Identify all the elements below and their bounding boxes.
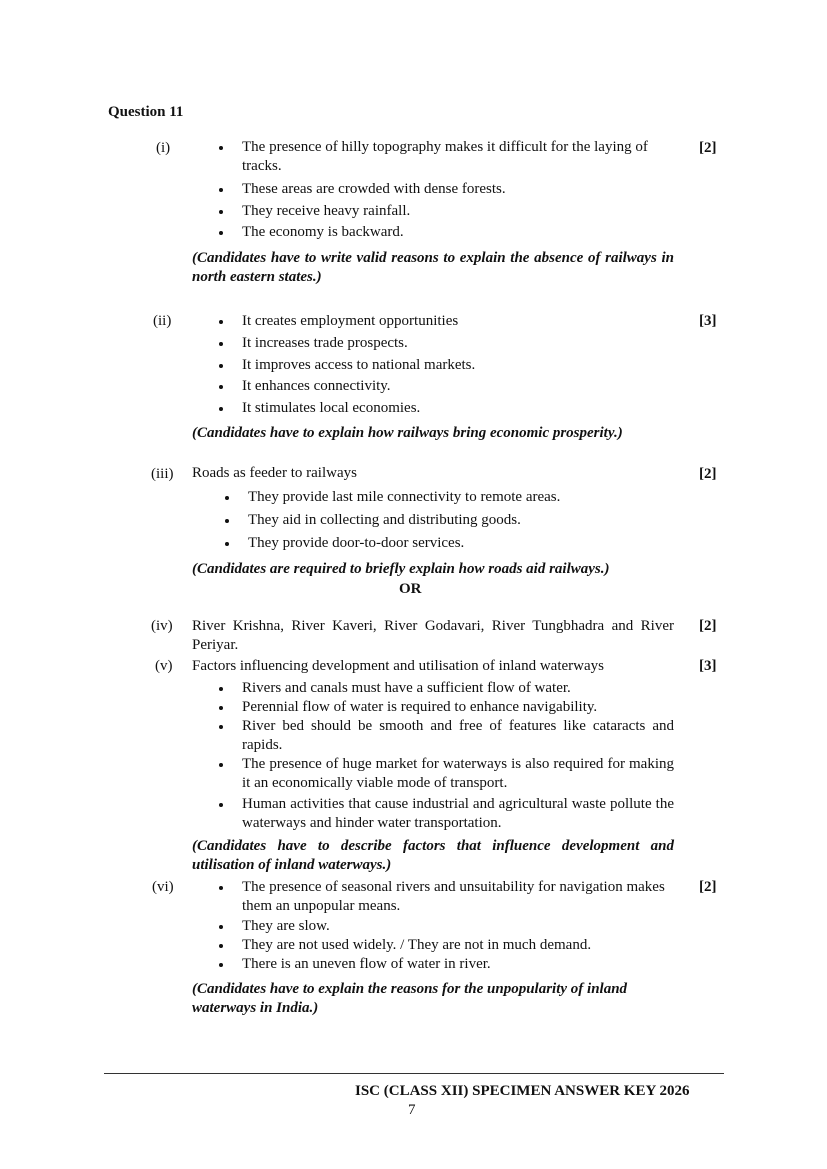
item-number-iii: (iii) [151,466,174,482]
bullet-ii-4: It enhances connectivity. [242,378,391,394]
bullet-ii-5: It stimulates local economies. [242,400,421,416]
bullet-i-1: The presence of hilly topography makes it difficult for the laying of tracks. [242,138,662,176]
bullet-v-5: Human activities that cause industrial and agricultural waste pollute the waterways and hinder water transportation. [242,796,674,831]
examiner-note-vi: (Candidates have to explain the reasons for the unpopularity of inland waterways in India.) [192,981,628,1016]
item-intro-v: Factors influencing development and utilisation of inland waterways [192,658,604,674]
bullet-i-3: They receive heavy rainfall. [242,203,411,219]
bullet-vi-1: The presence of seasonal rivers and unsuitability for navigation makes them an unpopular means. [242,878,682,916]
bullet-iii-1: They provide last mile connectivity to remote areas. [248,489,561,505]
item-number-iv: (iv) [151,618,173,634]
marks-iii: [2] [699,466,717,482]
marks-ii: [3] [699,313,717,329]
bullet-ii-1: It creates employment opportunities [242,313,459,329]
footer-title: ISC (CLASS XII) SPECIMEN ANSWER KEY 2026 [355,1083,690,1099]
item-number-vi: (vi) [152,879,174,895]
bullet-vi-2: They are slow. [242,918,330,934]
item-number-ii: (ii) [153,313,172,329]
bullet-iii-3: They provide door-to-door services. [248,535,465,551]
question-heading: Question 11 [108,104,184,120]
examiner-note-v: (Candidates have to describe factors that influence development and utilisation of inland waterways.) [192,838,674,873]
or-separator: OR [399,581,422,597]
examiner-note-i: (Candidates have to write valid reasons to explain the absence of railways in north eastern states.) [192,250,674,285]
bullet-iii-2: They aid in collecting and distributing goods. [248,512,521,528]
footer-divider [104,1073,724,1074]
item-number-v: (v) [155,658,173,674]
bullet-ii-2: It increases trade prospects. [242,335,408,351]
bullet-v-1: Rivers and canals must have a sufficient flow of water. [242,680,571,696]
bullet-v-3: River bed should be smooth and free of features like cataracts and rapids. [242,718,674,753]
page-number: 7 [408,1102,416,1118]
marks-iv: [2] [699,618,717,634]
item-intro-iii: Roads as feeder to railways [192,465,357,481]
marks-i: [2] [699,140,717,156]
answer-text-iv: River Krishna, River Kaveri, River Godavari, River Tungbhadra and River Periyar. [192,618,674,653]
bullet-i-4: The economy is backward. [242,224,404,240]
bullet-v-2: Perennial flow of water is required to enhance navigability. [242,699,598,715]
bullet-i-2: These areas are crowded with dense forests. [242,181,506,197]
bullet-v-4: The presence of huge market for waterways is also required for making it an economically viable mode of transport. [242,756,674,791]
bullet-ii-3: It improves access to national markets. [242,357,476,373]
examiner-note-iii: (Candidates are required to briefly explain how roads aid railways.) [192,561,610,577]
marks-vi: [2] [699,879,717,895]
examiner-note-ii: (Candidates have to explain how railways bring economic prosperity.) [192,425,623,441]
bullet-vi-4: There is an uneven flow of water in river. [242,956,491,972]
bullet-vi-3: They are not used widely. / They are not in much demand. [242,937,592,953]
marks-v: [3] [699,658,717,674]
item-number-i: (i) [156,140,171,156]
